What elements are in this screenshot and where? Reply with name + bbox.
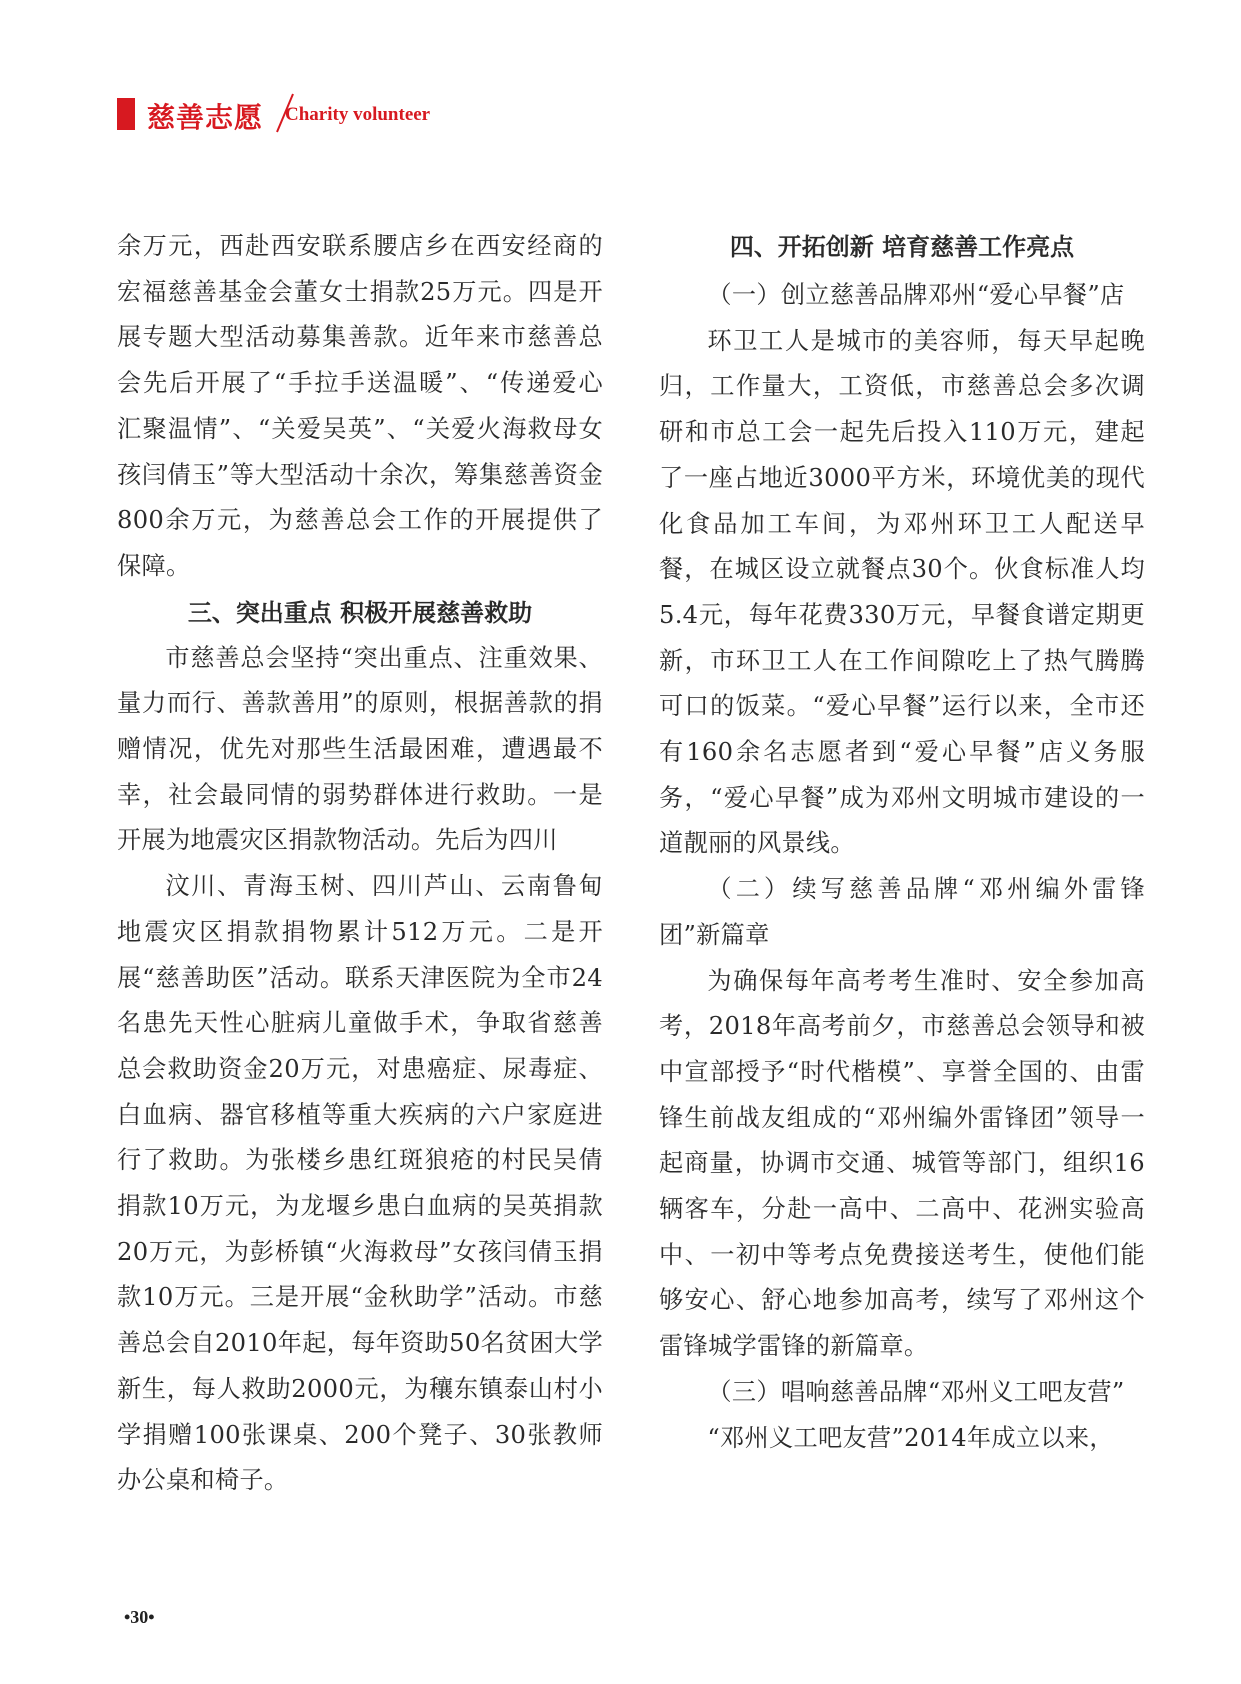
right-column xyxy=(659,224,1145,1461)
subheading-three: （三）唱响慈善品牌“邓州义工吧友营” xyxy=(707,1377,1125,1406)
heading-section-three: 三、突出重点 积极开展慈善救助 xyxy=(187,598,533,627)
subheading-two: （二）续写慈善品牌“邓州编外雷锋团”新篇章 xyxy=(659,875,1145,949)
paragraph-continued: 余万元，西赴西安联系腰店乡在西安经商的宏福慈善基金会董女士捐款25万元。四是开展专题大型活动募集善款。近年来市慈善总会先后开展了“手拉手送温暖”、“传递爱心 汇聚温情”、“关爱吴英”、“关爱火海救母女孩闫倩玉”等大型活动十余次，筹集慈善资金800余万元，为慈善总会工作的开展提供了保障。 xyxy=(117,232,603,580)
paragraph: 汶川、青海玉树、四川芦山、云南鲁甸地震灾区捐款捐物累计512万元。二是开展“慈善助医”活动。联系天津医院为全市24名患先天性心脏病儿童做手术，争取省慈善总会救助资金20万元，对患癌症、尿毒症、白血病、器官移植等重大疾病的六户家庭进行了救助。为张楼乡患红斑狼疮的村民吴倩捐款10万元，为龙堰乡患白血病的吴英捐款20万元，为彭桥镇“火海救母”女孩闫倩玉捐款10万元。三是开展“金秋助学”活动。市慈善总会自2010年起，每年资助50名贫困大学新生，每人救助2000元，为穰东镇泰山村小学捐赠100张课桌、200个凳子、30张教师办公桌和椅子。 xyxy=(117,872,603,1495)
paragraph: 为确保每年高考考生准时、安全参加高考，2018年高考前夕，市慈善总会领导和被中宣部授予“时代楷模”、享誉全国的、由雷锋生前战友组成的“邓州编外雷锋团”领导一起商量，协调市交通、城管等部门，组织16辆客车，分赴一高中、二高中、花洲实验高中、一初中等考点免费接送考生，使他们能够安心、舒心地参加高考，续写了邓州这个雷锋城学雷锋的新篇章。 xyxy=(659,966,1145,1361)
paragraph: 环卫工人是城市的美容师，每天早起晚归，工作量大，工资低，市慈善总会多次调研和市总工会一起先后投入110万元，建起了一座占地近3000平方米，环境优美的现代化食品加工车间，为邓州环卫工人配送早餐，在城区设立就餐点30个。伙食标准人均5.4元，每年花费330万元，早餐食谱定期更新，市环卫工人在工作间隙吃上了热气腾腾可口的饭菜。“爱心早餐”运行以来，全市还有160余名志愿者到“爱心早餐”店义务服务，“爱心早餐”成为邓州文明城市建设的一道靓丽的风景线。 xyxy=(659,326,1145,858)
left-column xyxy=(117,224,603,1504)
section-title-cn: 慈善志愿 xyxy=(147,101,264,134)
subheading-one: （一）创立慈善品牌邓州“爱心早餐”店 xyxy=(707,281,1125,309)
heading-section-four: 四、开拓创新 培育慈善工作亮点 xyxy=(729,233,1075,261)
paragraph: “邓州义工吧友营”2014年成立以来， xyxy=(707,1423,1114,1452)
paragraph: 市慈善总会坚持“突出重点、注重效果、量力而行、善款善用”的原则，根据善款的捐赠情况，优先对那些生活最困难，遭遇最不幸，社会最同情的弱势群体进行救助。一是开展为地震灾区捐款物活动。先后为四川 xyxy=(117,643,603,855)
section-title-en: Charity volunteer xyxy=(285,104,431,125)
page-number: •30• xyxy=(124,1607,155,1627)
red-marker-block xyxy=(117,98,135,130)
